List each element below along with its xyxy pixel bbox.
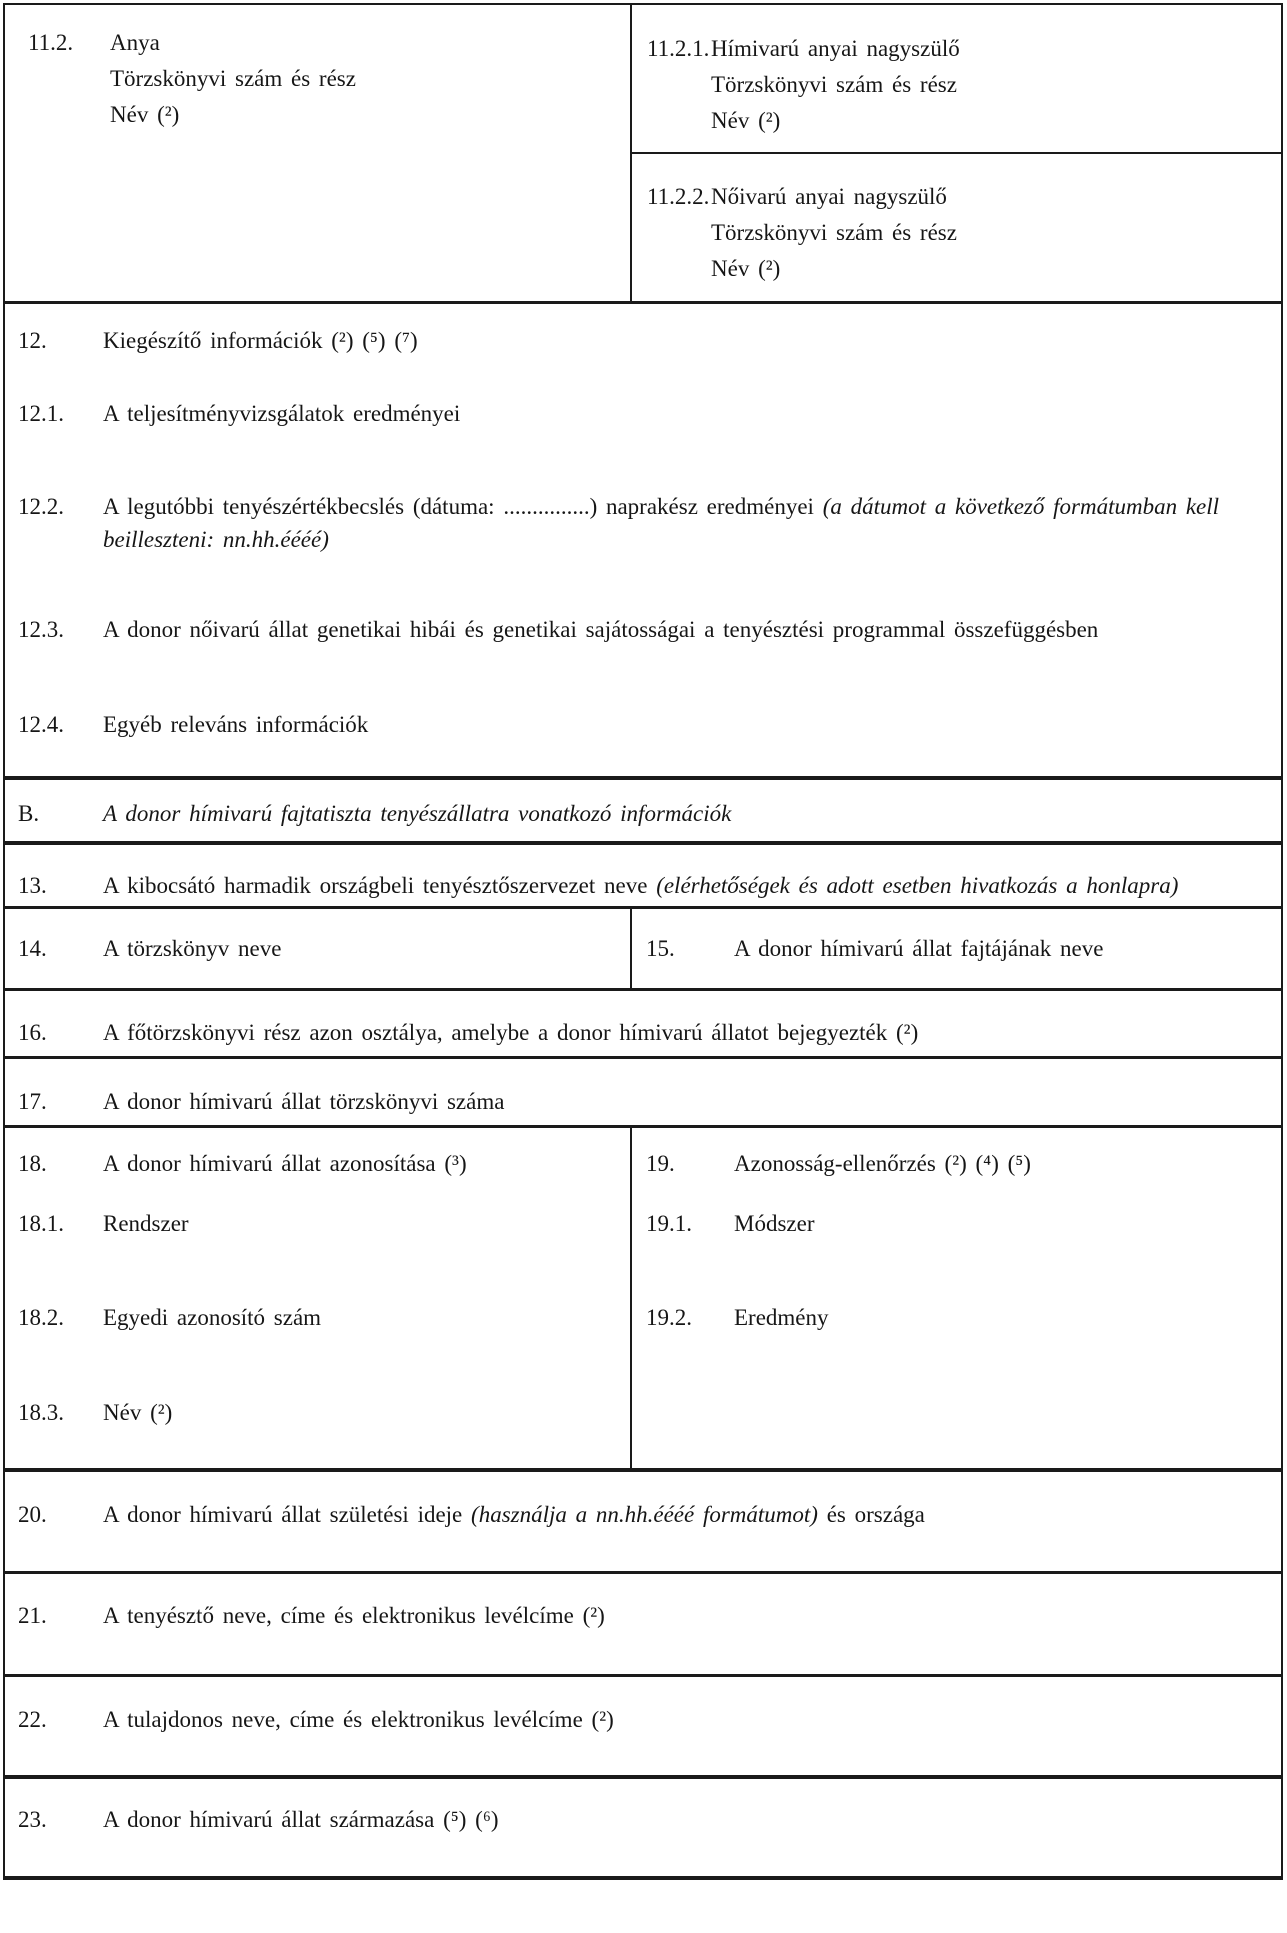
row-11-2-line-2: Törzskönyvi szám és rész (110, 66, 356, 91)
row-15 (646, 935, 1266, 963)
row-14-number: 14. (18, 936, 47, 961)
border-left (3, 3, 5, 1880)
row-17 (18, 1088, 1270, 1116)
row-11-2-2-number: 11.2.2. (647, 184, 710, 209)
row-21-number: 21. (18, 1603, 47, 1628)
row-12-1-text: A teljesítményvizsgálatok eredményei (103, 401, 461, 426)
row-21-text: A tenyésztő neve, címe és elektronikus levélcíme (²) (103, 1603, 605, 1628)
row-11-2-1 (647, 31, 1267, 139)
row-20-text-main: A donor hímivarú állat születési ideje (103, 1502, 463, 1527)
row-20 (18, 1501, 1270, 1529)
row-16-number: 16. (18, 1020, 47, 1045)
row-12-4 (18, 711, 1270, 739)
row-23-number: 23. (18, 1807, 47, 1832)
row-13 (18, 872, 1270, 900)
border-section-b-header-bottom (3, 841, 1283, 845)
row-22-text: A tulajdonos neve, címe és elektronikus levélcíme (²) (103, 1707, 614, 1732)
row-14-text: A törzskönyv neve (103, 936, 282, 961)
row-11-2-1-line-3: Név (²) (711, 108, 781, 133)
row-18-2 (18, 1304, 613, 1332)
row-13-text (103, 872, 1270, 900)
divider-11-2-1-bottom (630, 152, 1283, 154)
row-17-text: A donor hímivarú állat törzskönyvi száma (103, 1089, 505, 1114)
divider-col-18-19 (630, 1125, 632, 1471)
row-12-2-text-main: A legutóbbi tenyészértékbecslés (dátuma: ...............) naprakész eredményei (103, 494, 814, 519)
row-20-number: 20. (18, 1502, 47, 1527)
row-14 (18, 935, 613, 963)
border-row-20-bottom (3, 1571, 1283, 1574)
row-15-text: A donor hímivarú állat fajtájának neve (734, 936, 1104, 961)
border-row-18-19-bottom (3, 1468, 1283, 1472)
row-12-2-note-italic: (a dátumot a következő formátumban kell beilleszteni: nn.hh.éééé) (103, 494, 1220, 552)
row-12-4-text: Egyéb releváns információk (103, 712, 369, 737)
row-20-text-after: és országa (826, 1502, 925, 1527)
row-12-number: 12. (18, 328, 47, 353)
row-19-1-text: Módszer (734, 1211, 815, 1236)
row-11-2-2 (647, 179, 1267, 287)
row-12 (18, 327, 1270, 355)
row-19-text: Azonosság-ellenőrzés (²) (⁴) (⁵) (734, 1151, 1031, 1176)
row-18-1 (18, 1210, 613, 1238)
row-17-number: 17. (18, 1089, 47, 1114)
row-11-2-1-text (711, 31, 1267, 139)
row-11-2-2-line-3: Név (²) (711, 256, 781, 281)
border-row-11-bottom (3, 301, 1283, 304)
row-19-2 (646, 1304, 1266, 1332)
border-top (3, 3, 1283, 5)
row-19-1 (646, 1210, 1266, 1238)
row-20-note-italic: (használja a nn.hh.éééé formátumot) (471, 1502, 818, 1527)
border-row-14-15-bottom (3, 988, 1283, 991)
row-16 (18, 1019, 1270, 1047)
divider-col-14-15 (630, 906, 632, 991)
row-18 (18, 1150, 613, 1178)
row-18-2-number: 18.2. (18, 1305, 64, 1330)
border-row-23-bottom (3, 1876, 1283, 1880)
row-18-text: A donor hímivarú állat azonosítása (³) (103, 1151, 467, 1176)
row-12-4-number: 12.4. (18, 712, 64, 737)
row-11-2-line-3: Név (²) (110, 102, 180, 127)
border-section-a-bottom (3, 776, 1283, 780)
row-12-3 (18, 616, 1270, 644)
row-12-1 (18, 400, 1270, 428)
row-13-note-italic: (elérhetőségek és adott esetben hivatkozás a honlapra) (656, 873, 1179, 898)
row-12-1-number: 12.1. (18, 401, 64, 426)
row-18-3-number: 18.3. (18, 1400, 64, 1425)
row-18-1-text: Rendszer (103, 1211, 189, 1236)
row-12-3-text: A donor nőivarú állat genetikai hibái és genetikai sajátosságai a tenyésztési programmal összefüggésben (103, 617, 1099, 642)
row-12-3-number: 12.3. (18, 617, 64, 642)
row-11-2-2-line-1: Nőivarú anyai nagyszülő (711, 184, 947, 209)
row-18-number: 18. (18, 1151, 47, 1176)
row-11-2-line-1: Anya (110, 30, 160, 55)
row-11-2-1-number: 11.2.1. (647, 36, 710, 61)
border-row-13-bottom (3, 906, 1283, 909)
row-19-1-number: 19.1. (646, 1211, 692, 1236)
row-12-2-number: 12.2. (18, 494, 64, 519)
row-13-text-main: A kibocsátó harmadik országbeli tenyésztőszervezet neve (103, 873, 648, 898)
row-19-number: 19. (646, 1151, 675, 1176)
row-13-number: 13. (18, 873, 47, 898)
row-11-2 (28, 25, 608, 133)
border-row-21-bottom (3, 1674, 1283, 1677)
row-18-3-text: Név (²) (103, 1400, 173, 1425)
row-11-2-text (110, 25, 608, 133)
border-row-22-bottom (3, 1775, 1283, 1779)
section-b-title: A donor hímivarú fajtatiszta tenyészállatra vonatkozó információk (103, 801, 732, 826)
row-21 (18, 1602, 1270, 1630)
row-11-2-1-line-1: Hímivarú anyai nagyszülő (711, 36, 960, 61)
section-b-letter: B. (18, 801, 40, 826)
row-19-2-number: 19.2. (646, 1305, 692, 1330)
border-row-16-bottom (3, 1056, 1283, 1059)
row-12-2 (18, 490, 1270, 556)
row-12-text: Kiegészítő információk (²) (⁵) (⁷) (103, 328, 418, 353)
row-11-2-number: 11.2. (28, 30, 74, 55)
row-19 (646, 1150, 1266, 1178)
row-12-2-text (103, 490, 1270, 556)
row-11-2-2-line-2: Törzskönyvi szám és rész (711, 220, 957, 245)
row-20-text (103, 1501, 1270, 1529)
row-11-2-1-line-2: Törzskönyvi szám és rész (711, 72, 957, 97)
row-18-3 (18, 1399, 613, 1427)
row-18-1-number: 18.1. (18, 1211, 64, 1236)
border-right (1281, 3, 1283, 1880)
row-15-number: 15. (646, 936, 675, 961)
row-22 (18, 1706, 1270, 1734)
row-16-text: A főtörzskönyvi rész azon osztálya, amelybe a donor hímivarú állatot bejegyezték (²) (103, 1020, 919, 1045)
row-11-2-2-text (711, 179, 1267, 287)
row-23-text: A donor hímivarú állat származása (⁵) (⁶) (103, 1807, 499, 1832)
section-b-header (18, 800, 1270, 828)
row-18-2-text: Egyedi azonosító szám (103, 1305, 322, 1330)
row-19-2-text: Eredmény (734, 1305, 829, 1330)
divider-col-top-section (630, 3, 632, 304)
row-22-number: 22. (18, 1707, 47, 1732)
border-row-17-bottom (3, 1125, 1283, 1128)
row-23 (18, 1806, 1270, 1834)
